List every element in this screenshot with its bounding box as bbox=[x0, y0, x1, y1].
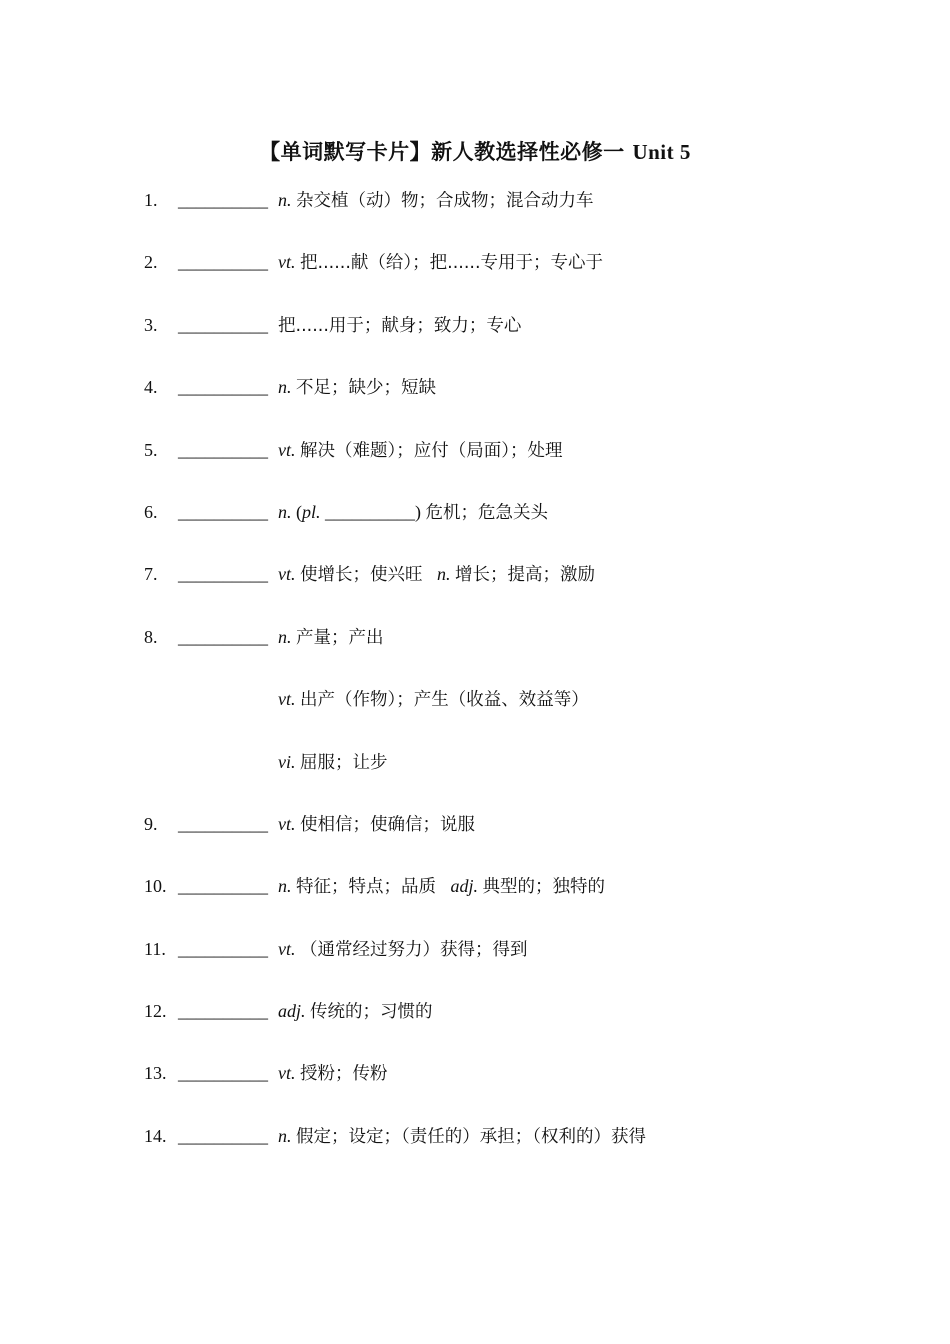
item-number: 2. bbox=[144, 252, 158, 273]
item-definition bbox=[278, 373, 436, 402]
vocab-item bbox=[0, 186, 950, 248]
answer-blank: __________ bbox=[178, 252, 268, 273]
part-of-speech: vt. bbox=[278, 1063, 296, 1084]
item-definition bbox=[278, 685, 589, 714]
answer-blank: __________ bbox=[178, 1125, 268, 1146]
plural-close-paren: ) bbox=[415, 501, 422, 522]
vocab-item bbox=[0, 997, 950, 1059]
title-unit: Unit 5 bbox=[632, 140, 691, 164]
item-number: 9. bbox=[144, 813, 158, 834]
item-definition bbox=[278, 498, 548, 527]
answer-blank: __________ bbox=[178, 190, 268, 210]
answer-blank: __________ bbox=[178, 314, 268, 335]
item-definition bbox=[278, 311, 521, 340]
answer-blank: __________ bbox=[178, 377, 268, 398]
vocab-item bbox=[0, 935, 950, 997]
item-definition bbox=[278, 248, 603, 277]
answer-blank: __________ bbox=[178, 1063, 268, 1084]
item-number: 12. bbox=[144, 1001, 167, 1022]
part-of-speech: n. bbox=[278, 377, 292, 398]
part-of-speech: vt. bbox=[278, 252, 296, 273]
vocab-item bbox=[0, 1122, 950, 1184]
meaning: 假定；设定；（责任的）承担；（权利的）获得 bbox=[296, 1126, 646, 1147]
answer-blank: __________ bbox=[178, 938, 268, 959]
part-of-speech: adj. bbox=[278, 1001, 306, 1022]
item-number: 8. bbox=[144, 626, 158, 647]
answer-blank: __________ bbox=[178, 813, 268, 834]
page-title bbox=[0, 136, 950, 166]
vocabulary-list bbox=[0, 186, 950, 1184]
item-number: 3. bbox=[144, 314, 158, 335]
meaning: （通常经过努力）获得；得到 bbox=[300, 939, 528, 960]
part-of-speech: n. bbox=[278, 1125, 292, 1146]
item-number: 7. bbox=[144, 564, 158, 585]
plural-label: pl. bbox=[302, 501, 321, 522]
item-definition bbox=[278, 997, 433, 1026]
meaning: 传统的；习惯的 bbox=[310, 1002, 433, 1023]
meaning: 解决（难题）；应付（局面）；处理 bbox=[300, 440, 563, 461]
meaning: 使增长；使兴旺 bbox=[300, 565, 423, 586]
answer-blank: __________ bbox=[178, 876, 268, 897]
vocab-item bbox=[0, 1059, 950, 1121]
title-chinese: 【单词默写卡片】新人教选择性必修一 bbox=[259, 140, 625, 164]
item-number: 11. bbox=[144, 938, 166, 959]
item-number: 13. bbox=[144, 1063, 167, 1084]
part-of-speech: vi. bbox=[278, 751, 296, 772]
item-definition bbox=[278, 872, 605, 901]
item-number: 1. bbox=[144, 190, 158, 210]
meaning: 屈服；让步 bbox=[300, 752, 388, 773]
vocab-item bbox=[0, 623, 950, 685]
answer-blank: __________ bbox=[178, 439, 268, 460]
item-definition bbox=[278, 623, 384, 652]
vocab-item-continuation bbox=[0, 685, 950, 747]
vocab-item bbox=[0, 311, 950, 373]
item-definition bbox=[278, 186, 594, 215]
meaning: 出产（作物）；产生（收益、效益等） bbox=[300, 690, 589, 711]
vocab-item bbox=[0, 248, 950, 310]
meaning: 不足；缺少；短缺 bbox=[296, 378, 436, 399]
item-definition bbox=[278, 810, 475, 839]
vocab-item bbox=[0, 560, 950, 622]
meaning: 危机；危急关头 bbox=[425, 502, 549, 523]
part-of-speech-2: n. bbox=[437, 564, 451, 585]
part-of-speech: vt. bbox=[278, 813, 296, 834]
meaning: 使相信；使确信；说服 bbox=[300, 814, 475, 835]
answer-blank: __________ bbox=[178, 626, 268, 647]
meaning: 把......用于；献身；致力；专心 bbox=[278, 315, 522, 336]
part-of-speech: n. bbox=[278, 501, 292, 522]
meaning: 杂交植（动）物；合成物；混合动力车 bbox=[296, 191, 594, 211]
item-number: 10. bbox=[144, 876, 167, 897]
item-definition bbox=[278, 935, 528, 964]
item-definition bbox=[278, 436, 563, 465]
vocab-item bbox=[0, 373, 950, 435]
meaning-2: 增长；提高；激励 bbox=[455, 565, 595, 586]
item-number: 5. bbox=[144, 439, 158, 460]
part-of-speech: vt. bbox=[278, 938, 296, 959]
part-of-speech: vt. bbox=[278, 439, 296, 460]
item-definition bbox=[278, 748, 388, 777]
answer-blank: __________ bbox=[178, 564, 268, 585]
vocab-item bbox=[0, 436, 950, 498]
item-number: 4. bbox=[144, 377, 158, 398]
part-of-speech: vt. bbox=[278, 564, 296, 585]
answer-blank: __________ bbox=[178, 1001, 268, 1022]
item-definition bbox=[278, 1059, 388, 1088]
plural-open-paren: ( bbox=[296, 501, 302, 522]
meaning: 产量；产出 bbox=[296, 627, 384, 648]
answer-blank: __________ bbox=[178, 501, 268, 522]
part-of-speech: n. bbox=[278, 626, 292, 647]
meaning: 授粉；传粉 bbox=[300, 1064, 388, 1085]
meaning: 把......献（给）；把......专用于；专心于 bbox=[300, 253, 604, 274]
vocab-item bbox=[0, 810, 950, 872]
item-definition bbox=[278, 560, 595, 589]
meaning-2: 典型的；独特的 bbox=[482, 877, 606, 898]
vocab-item bbox=[0, 872, 950, 934]
item-number: 6. bbox=[144, 501, 158, 522]
meaning: 特征；特点；品质 bbox=[296, 877, 436, 898]
item-definition bbox=[278, 1122, 646, 1151]
part-of-speech: n. bbox=[278, 876, 292, 897]
plural-blank: __________ bbox=[325, 501, 416, 522]
part-of-speech: vt. bbox=[278, 689, 296, 710]
part-of-speech-2: adj. bbox=[450, 876, 479, 897]
vocab-item bbox=[0, 498, 950, 560]
item-number: 14. bbox=[144, 1125, 167, 1146]
part-of-speech: n. bbox=[278, 190, 292, 210]
vocab-item-continuation bbox=[0, 748, 950, 810]
